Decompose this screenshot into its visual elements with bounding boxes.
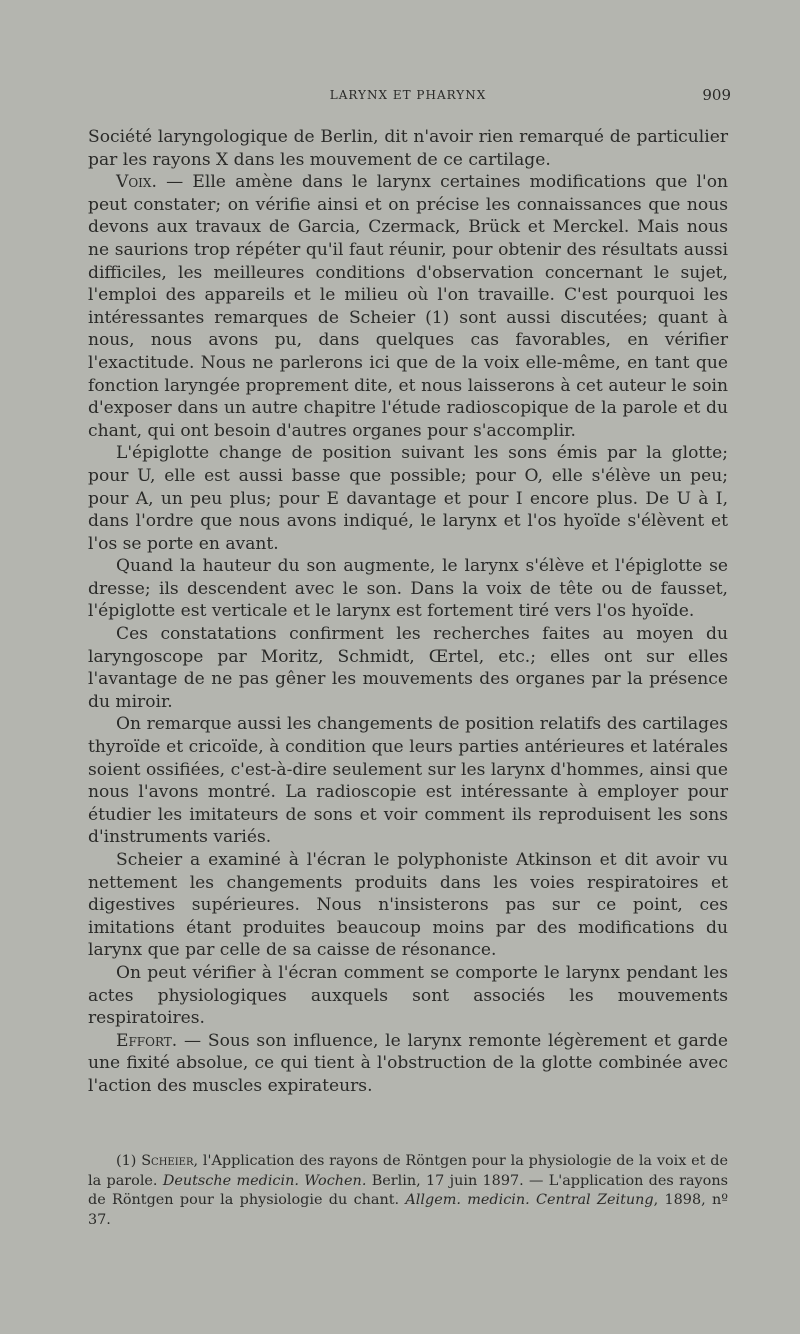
text-run: — Sous son influence, le larynx remonte légèrement et garde une fixité absolue, ce qui tient à l'obstruction de la glotte combinée avec l'action des muscles expirateurs.: [88, 1030, 728, 1096]
text-run: , l'Application des rayons de Röntgen pour la physiologie de la voix et de la parole.: [88, 1153, 728, 1189]
page-header: [88, 86, 731, 112]
text-run: Scheier a examiné à l'écran le polyphoniste Atkinson et dit avoir vu nettement les changements produits dans les voies respiratoires et digestives supérieures. Nous n'insisterons pas sur ce point, ces imitations étant produites beaucoup moins par des modifications du larynx que par celle de sa caisse de résonance.: [88, 850, 728, 961]
paragraph: [88, 713, 728, 849]
journal-title: Deutsche medicin. Wochen.: [162, 1172, 367, 1189]
text-run: Berlin, 17 juin 1897. — L'application des rayons de Röntgen pour la physiologie du chant.: [88, 1172, 728, 1209]
paragraph: [88, 126, 728, 171]
text-run: — Elle amène dans le larynx certaines modifications que l'on peut constater; on vérifie ainsi et on précise les connaissances que nous devons aux travaux de Garcia, Czermack, Brück et Merckel. Mais nous ne saurions trop répéter qu'il faut réunir, pour obtenir des résultats aussi difficiles, les meilleures conditions d'observation concernant le sujet, l'emploi des appareils et le milieu où l'on travaille. C'est pourquoi les intéressantes remarques de Scheier (1) sont aussi discutées; quant à nous, nous avons pu, dans quelques cas favorables, en vérifier l'exactitude. Nous ne parlerons ici que de la voix elle-même, en tant que fonction laryngée proprement dite, et nous laisserons à cet auteur le soin d'exposer dans un autre chapitre l'étude radioscopique de la parole et du chant, qui ont besoin d'autres organes pour s'accomplir.: [88, 172, 728, 441]
text-run: On remarque aussi les changements de position relatifs des cartilages thyroïde et cricoïde, à condition que leurs parties antérieures et latérales soient ossifiées, c'est-à-dire seulement sur les larynx d'hommes, ainsi que nous l'avons montré. La radioscopie est intéressante à employer pour étudier les imitateurs de sons et voir comment ils reproduisent les sons d'instruments variés.: [88, 714, 728, 848]
text-run: Quand la hauteur du son augmente, le larynx s'élève et l'épiglotte se dresse; ils descendent avec le son. Dans la voix de tête ou de fausset, l'épiglotte est verticale et le larynx est fortement tiré vers l'os hyoïde.: [88, 556, 728, 622]
paragraph: [88, 171, 728, 442]
section-heading: Effort.: [116, 1030, 178, 1051]
running-title: LARYNX ET PHARYNX: [329, 88, 487, 102]
text-run: Société laryngologique de Berlin, dit n'avoir rien remarqué de particulier par les rayons X dans les mouvement de ce cartilage.: [88, 127, 728, 170]
text-run: L'épiglotte change de position suivant les sons émis par la glotte; pour U, elle est aussi basse que possible; pour O, elle s'élève un peu; pour A, un peu plus; pour E davantage et pour I encore plus. De U à I, dans l'ordre que nous avons indiqué, le larynx et l'os hyoïde s'élèvent et l'os se porte en avant.: [88, 443, 728, 554]
footnote-marker: (1): [116, 1153, 142, 1169]
paragraph: [88, 623, 728, 713]
body-text: [88, 126, 728, 1098]
paragraph: [88, 442, 728, 555]
author-name: Scheier: [141, 1153, 194, 1169]
footnote: [88, 1152, 728, 1231]
text-run: On peut vérifier à l'écran comment se comporte le larynx pendant les actes physiologiques auxquels sont associés les mouvements respiratoires.: [88, 962, 728, 1029]
paragraph: [88, 849, 728, 962]
paragraph: [88, 962, 728, 1030]
paragraph: [88, 555, 728, 623]
paragraph: [88, 1030, 728, 1098]
journal-title: Allgem. medicin. Central Zeitung: [405, 1192, 654, 1209]
text-run: Ces constatations confirment les recherches faites au moyen du laryngoscope par Moritz, Schmidt, Œrtel, etc.; elles ont sur elles l'avantage de ne pas gêner les mouvements des organes par la présence du miroir.: [88, 624, 728, 712]
section-heading: Voix.: [116, 172, 157, 193]
text-run: , 1898, nº 37.: [88, 1192, 728, 1229]
page-number: 909: [702, 86, 731, 104]
